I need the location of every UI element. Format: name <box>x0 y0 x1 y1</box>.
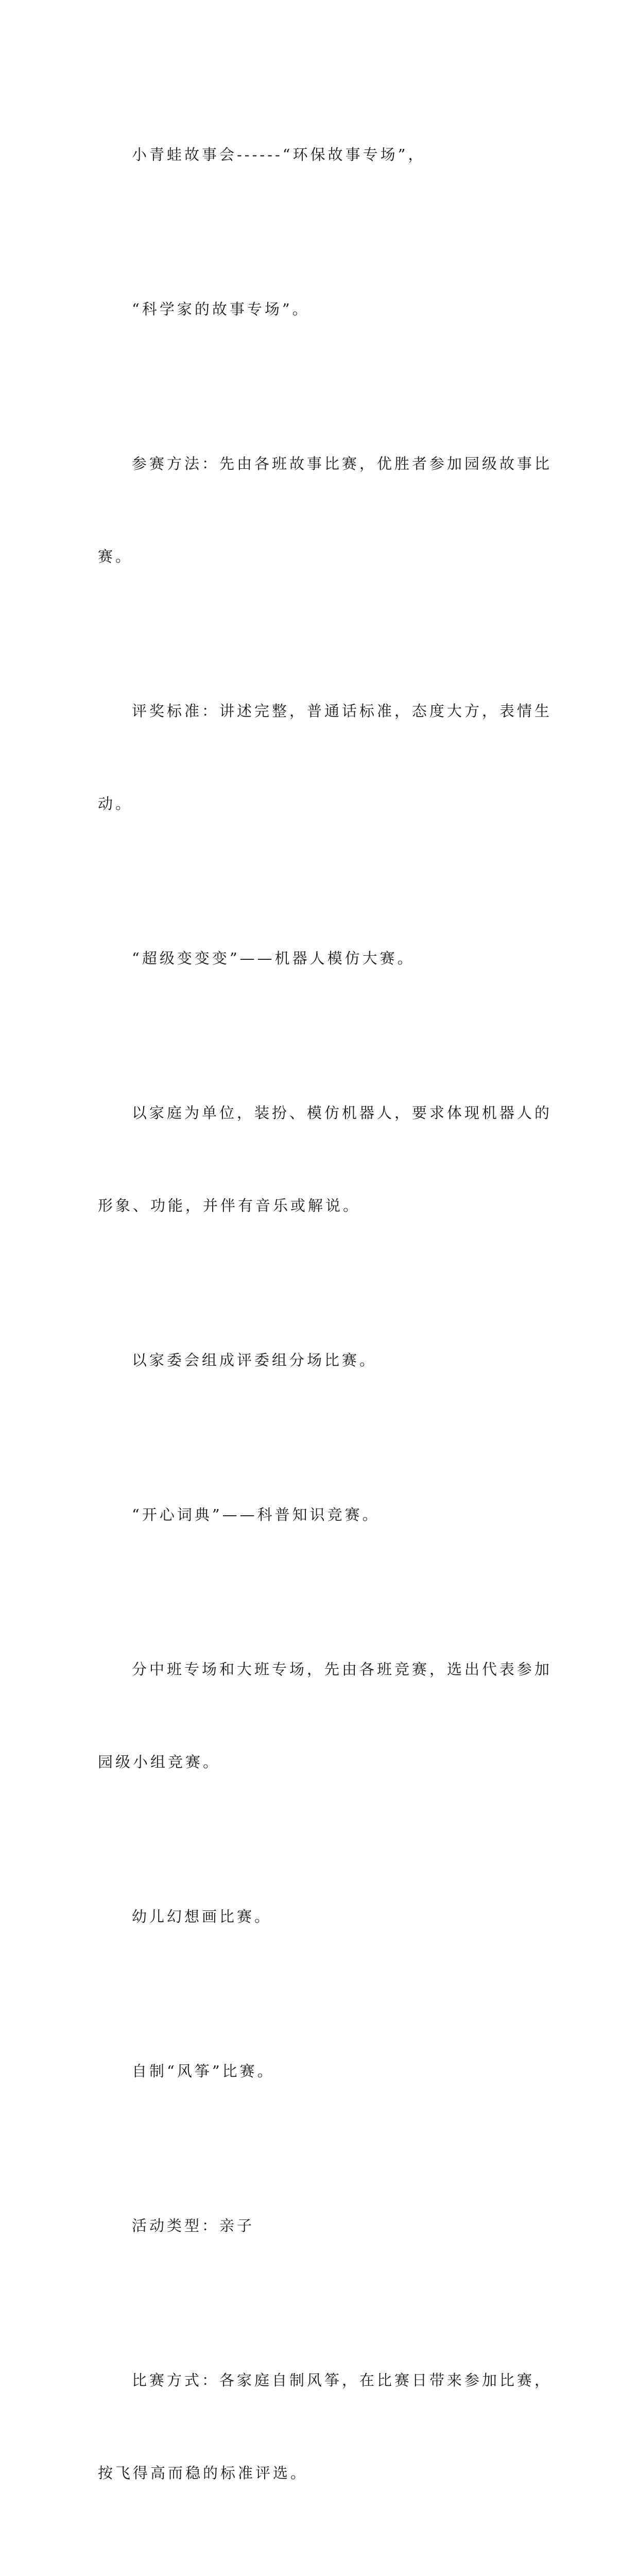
paragraph-line: 幼儿幻想画比赛。 <box>132 1908 272 1925</box>
paragraph <box>98 1283 551 1437</box>
paragraph <box>98 232 551 386</box>
paragraph-line: 评奖标准：讲述完整，普通话标准，态度大方，表情生 <box>132 702 552 720</box>
paragraph <box>98 1437 551 1592</box>
paragraph-line: 按飞得高而稳的标准评选。 <box>98 2464 308 2482</box>
paragraph-line: “超级变变变”——机器人模仿大赛。 <box>132 950 415 967</box>
paragraph-line: “开心词典”——科普知识竞赛。 <box>132 1506 380 1523</box>
paragraph <box>98 2303 551 2550</box>
paragraph-line: “科学家的故事专场”。 <box>132 300 310 318</box>
paragraph <box>98 1994 551 2148</box>
paragraph-line: 赛。 <box>98 548 133 565</box>
paragraph-line: 园级小组竞赛。 <box>98 1753 221 1771</box>
paragraph <box>98 1839 551 1994</box>
paragraph-line: 形象、功能，并伴有音乐或解说。 <box>98 1197 361 1214</box>
paragraph-line: 自制“风筝”比赛。 <box>132 2062 275 2080</box>
paragraph <box>98 77 551 232</box>
paragraph <box>98 2148 551 2303</box>
paragraph <box>98 1592 551 1839</box>
paragraph-line: 小青蛙故事会------“环保故事专场”， <box>132 146 426 163</box>
paragraph-line: 以家庭为单位，装扮、模仿机器人，要求体现机器人的 <box>132 1104 552 1122</box>
paragraph-line: 以家委会组成评委组分场比赛。 <box>132 1351 377 1369</box>
paragraph-line: 动。 <box>98 795 133 812</box>
paragraph <box>98 1036 551 1283</box>
paragraph <box>98 634 551 881</box>
paragraph-line: 比赛方式：各家庭自制风筝，在比赛日带来参加比赛， <box>132 2371 552 2389</box>
paragraph <box>98 881 551 1036</box>
paragraph-line: 分中班专场和大班专场，先由各班竞赛，选出代表参加 <box>132 1660 552 1678</box>
paragraph <box>98 2550 551 2576</box>
document-body <box>98 77 551 2576</box>
paragraph-line: 活动类型：亲子 <box>132 2217 255 2234</box>
paragraph <box>98 386 551 634</box>
paragraph-line: 参赛方法：先由各班故事比赛，优胜者参加园级故事比 <box>132 455 552 472</box>
